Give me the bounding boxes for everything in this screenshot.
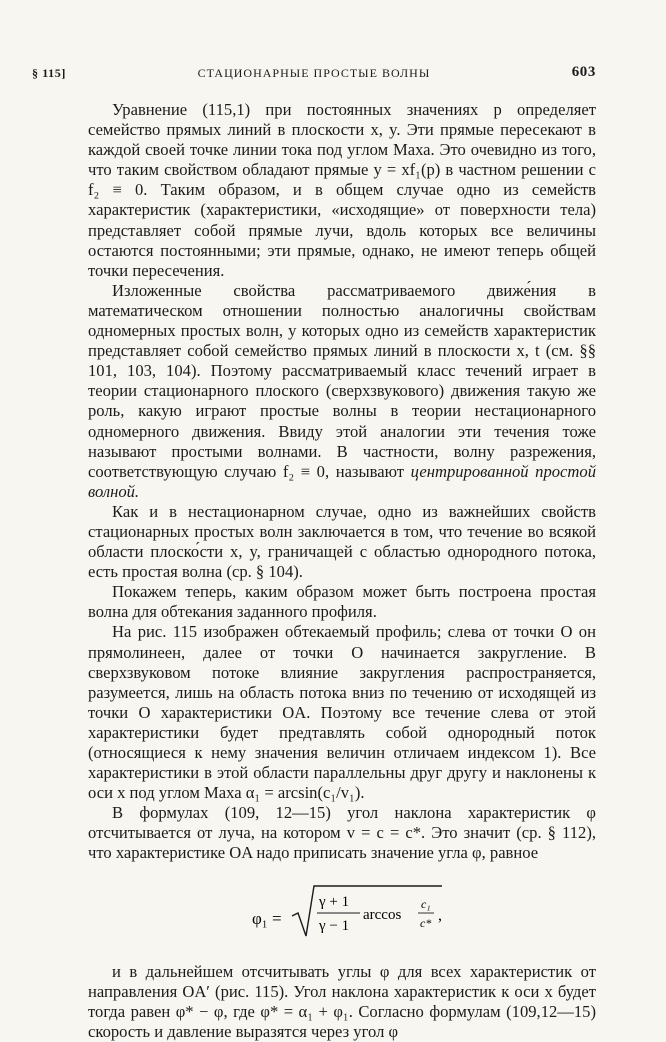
page-number: 603 <box>571 64 596 80</box>
formula-frac-den: c* <box>420 915 432 930</box>
paragraph-6: В формулах (109, 12—15) угол наклона характеристик φ отсчитывается от луча, на котором v = c = c*. Это значит (ср. § 112), что характеристике OA надо приписать значение угла φ, равное <box>88 803 596 863</box>
formula-func: arccos <box>363 906 402 923</box>
formula-lhs: φ₁ = <box>252 908 282 928</box>
chapter-title: СТАЦИОНАРНЫЕ ПРОСТЫЕ ВОЛНЫ <box>197 66 431 80</box>
formula-den: γ − 1 <box>319 917 350 934</box>
running-head <box>32 64 596 84</box>
paragraph-1: Уравнение (115,1) при постоянных значениях p определяет семейство прямых линий в плоскости x, y. Эти прямые пересекают в каждой своей точке линии тока под углом Маха. Это очевидно из того, что таким свойством обладают прямые y = xf₁(p) в частном решении с f₂ ≡ 0. Таким образом, и в общем случае одно из семейств характеристик (характеристики, «исходящие» от поверхности тела) представляет собой прямые лучи, вдоль которых все величины остаются постоянными; эти прямые, однако, не имеют теперь общей точки пересечения. <box>88 100 596 280</box>
formula-graphic <box>252 884 472 948</box>
formula-frac-num: c₁ <box>421 896 431 911</box>
section-reference: § 115] <box>32 66 66 80</box>
paragraph-7: и в дальнейшем отсчитывать углы φ для всех характеристик от направления OA′ (рис. 115). Угол наклона характеристик к оси x будет тогда равен φ* − φ, где φ* = α₁ + φ₁. Согласно формулам (109,12—15) скорость и давление выразятся через угол φ <box>88 961 596 1041</box>
formula-tail: , <box>438 906 442 924</box>
paragraph-3: Как и в нестационарном случае, одно из важнейших свойств стационарных простых волн заключается в том, что течение во всякой области плоско́сти x, y, граничащей с областью однородного потока, есть простая волна (ср. § 104). <box>88 501 596 582</box>
formula-num: γ + 1 <box>319 893 350 910</box>
paragraph-5: На рис. 115 изображен обтекаемый профиль; слева от точки O он прямолинеен, далее от точки O начинается закругление. В сверхзвуковом потоке влияние закругления распространяется, разумеется, лишь на область потока вниз по течению от исходящей из точки O характеристики OA. Поэтому все течение слева от этой характеристики будет предтавлять собой однородный поток (относящиеся к нему значения величин отличаем индексом 1). Все характеристики в этой области параллельны друг другу и наклонены к оси x под углом Маха α₁ = arcsin(c₁/v₁). <box>88 622 596 803</box>
paragraph-4: Покажем теперь, каким образом может быть построена простая волна для обтекания заданного профиля. <box>88 582 596 622</box>
paragraph-2 <box>88 281 596 502</box>
formula-phi1 <box>88 868 596 958</box>
body-text <box>88 100 596 1042</box>
paragraph-2-text: Изложенные свойства рассматриваемого движе́ния в математическом отношении полностью аналогичны свойствам одномерных простых волн, у которых одно из семейств характеристик представляет собой семейство прямых линий в плоскости x, t (см. §§ 101, 103, 104). Поэтому рассматриваемый класс течений играет в теории стационарного плоского (сверхзвукового) движения такую же роль, какую играют простые волны в теории нестационарного одномерного движения. Ввиду этой аналогии эти течения тоже называют простыми волнами. В частности, волну разрежения, соответствующую случаю f₂ ≡ 0, называют <box>88 280 596 481</box>
emphasis-term: центрированной простой волной. <box>88 461 596 501</box>
